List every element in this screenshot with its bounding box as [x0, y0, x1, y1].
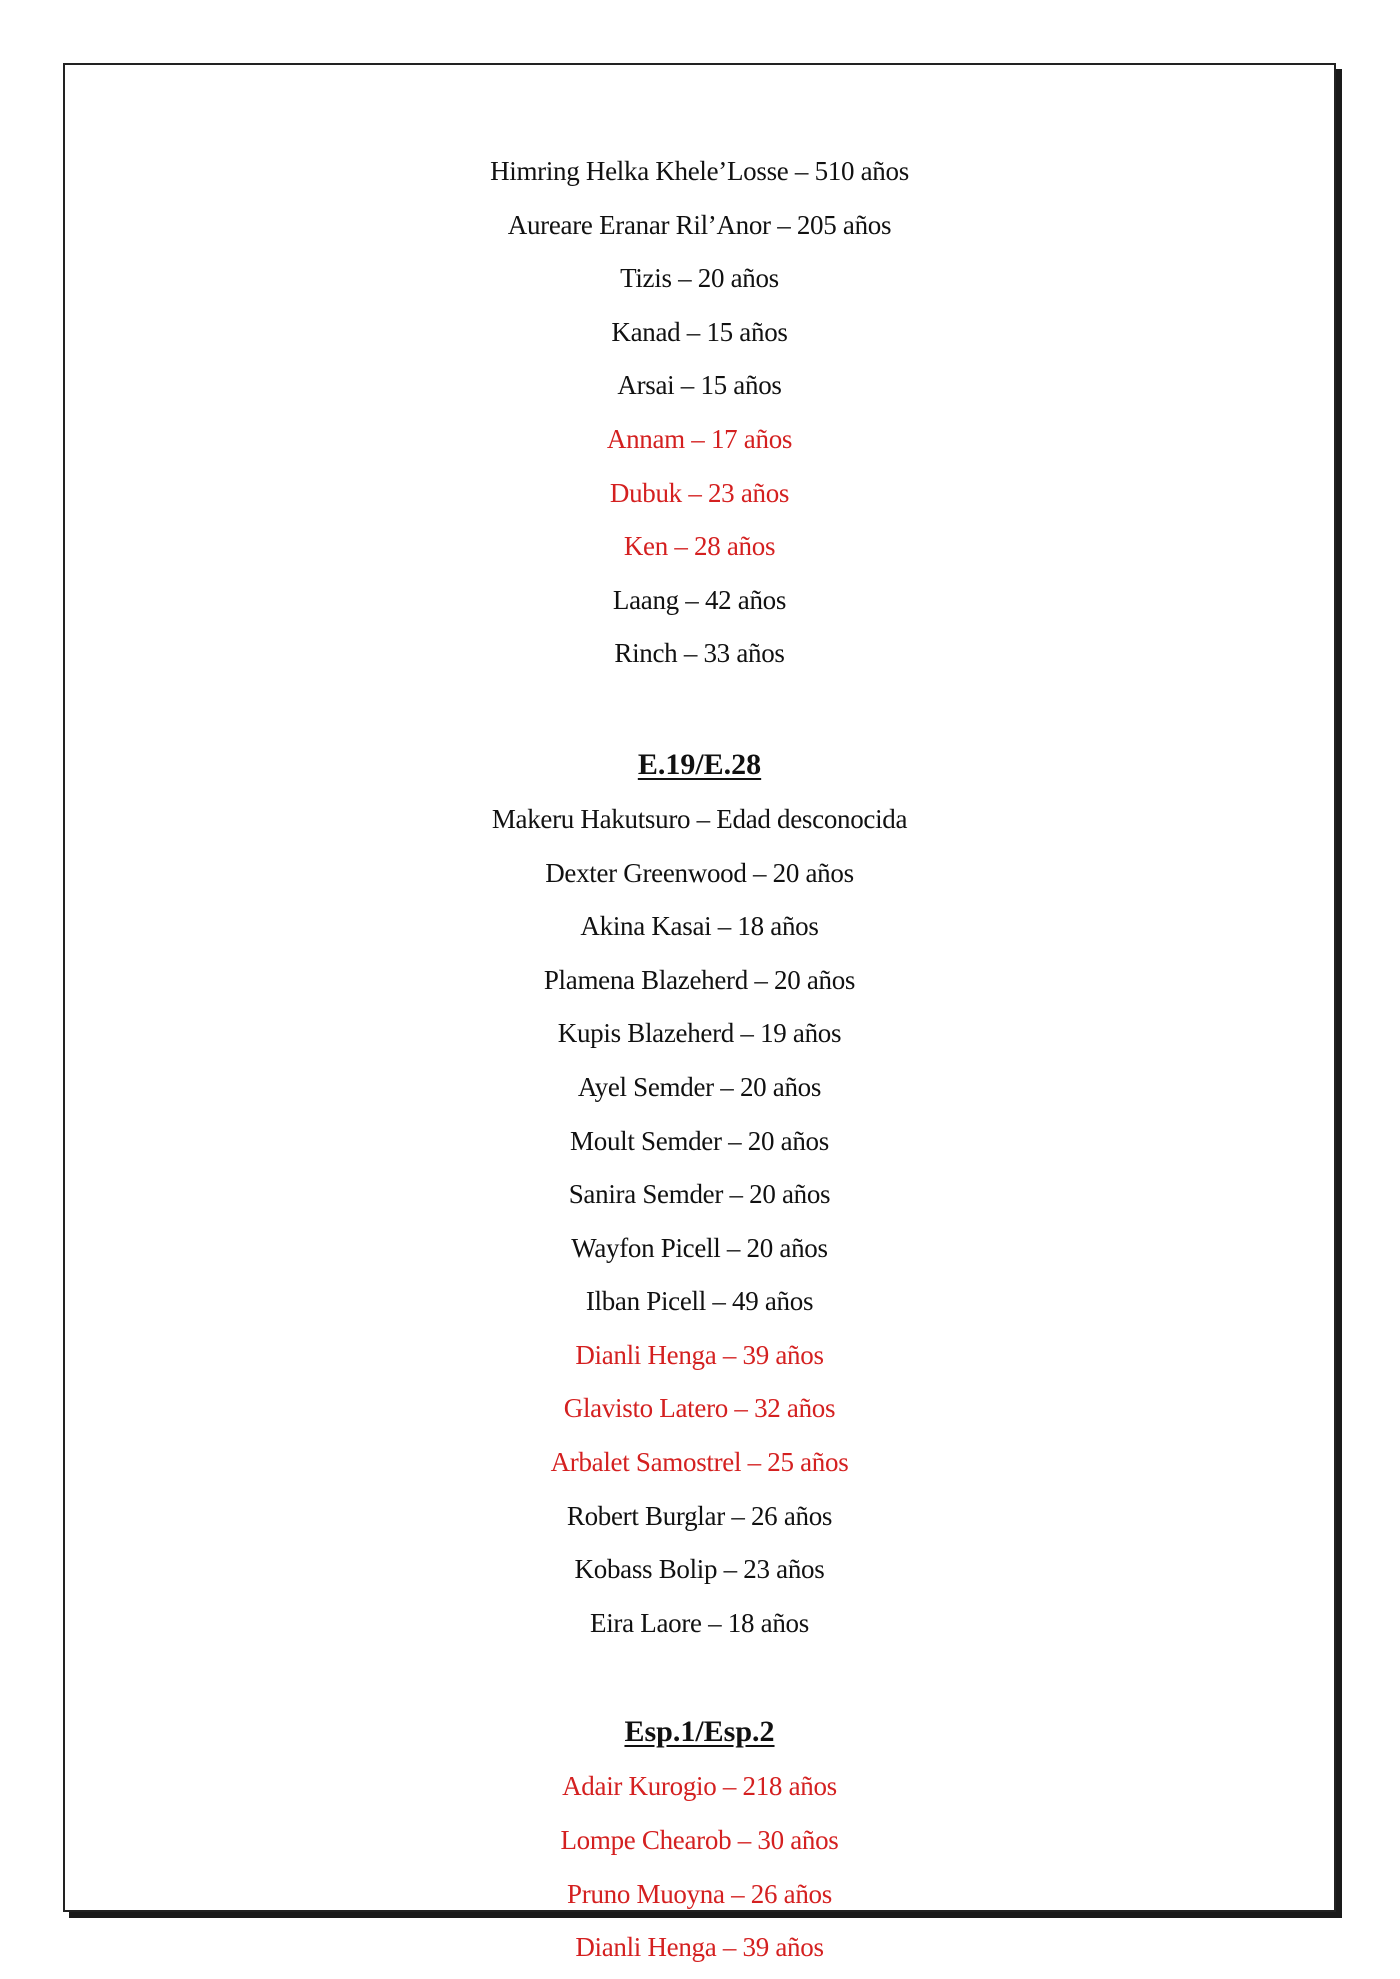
section-unnamed — [65, 145, 1334, 681]
character-entry: Eira Laore – 18 años — [590, 1607, 809, 1638]
character-entry: Wayfon Picell – 20 años — [571, 1232, 828, 1263]
character-entry: Lompe Chearob – 30 años — [560, 1825, 839, 1856]
character-entry: Rinch – 33 años — [614, 638, 785, 669]
character-entry: Glavisto Latero – 32 años — [563, 1393, 836, 1424]
character-entry: Robert Burglar – 26 años — [566, 1500, 833, 1531]
character-entry: Dianli Henga – 39 años — [575, 1339, 824, 1370]
character-entry: Ken – 28 años — [623, 531, 776, 562]
section-heading: Esp.1/Esp.2 — [624, 1715, 775, 1749]
character-entry: Moult Semder – 20 años — [570, 1125, 829, 1156]
character-entry: Pruno Muoyna – 26 años — [567, 1878, 832, 1909]
section-esp1-esp2 — [65, 1704, 1334, 1974]
character-entry: Laang – 42 años — [612, 584, 787, 615]
section-heading: E.19/E.28 — [637, 747, 762, 781]
character-entry: Akina Kasai – 18 años — [580, 911, 819, 942]
character-entry: Ayel Semder – 20 años — [577, 1071, 822, 1102]
character-entry: Dexter Greenwood – 20 años — [545, 857, 854, 888]
character-entry: Plamena Blazeherd – 20 años — [543, 964, 856, 995]
character-entry: Arbalet Samostrel – 25 años — [550, 1447, 849, 1478]
character-entry: Sanira Semder – 20 años — [568, 1179, 831, 1210]
character-entry: Makeru Hakutsuro – Edad desconocida — [491, 803, 908, 834]
character-entry: Himring Helka Khele’Losse – 510 años — [490, 156, 909, 186]
character-entry: Dubuk – 23 años — [609, 477, 790, 508]
character-entry: Adair Kurogio – 218 años — [562, 1771, 837, 1802]
character-entry: Kobass Bolip – 23 años — [574, 1554, 825, 1585]
character-entry: Aureare Eranar Ril’Anor – 205 años — [507, 209, 892, 240]
character-entry: Arsai – 15 años — [617, 370, 782, 401]
character-entry: Tizis – 20 años — [620, 263, 779, 294]
character-entry: Kanad – 15 años — [611, 316, 788, 347]
character-entry: Annam – 17 años — [606, 423, 793, 454]
character-entry: Kupis Blazeherd – 19 años — [557, 1018, 842, 1049]
section-e19-e28 — [65, 737, 1334, 1651]
character-entry: Ilban Picell – 49 años — [585, 1286, 814, 1317]
page-content — [65, 145, 1334, 1975]
character-entry: Dianli Henga – 39 años — [575, 1932, 824, 1963]
page-frame — [63, 63, 1336, 1963]
